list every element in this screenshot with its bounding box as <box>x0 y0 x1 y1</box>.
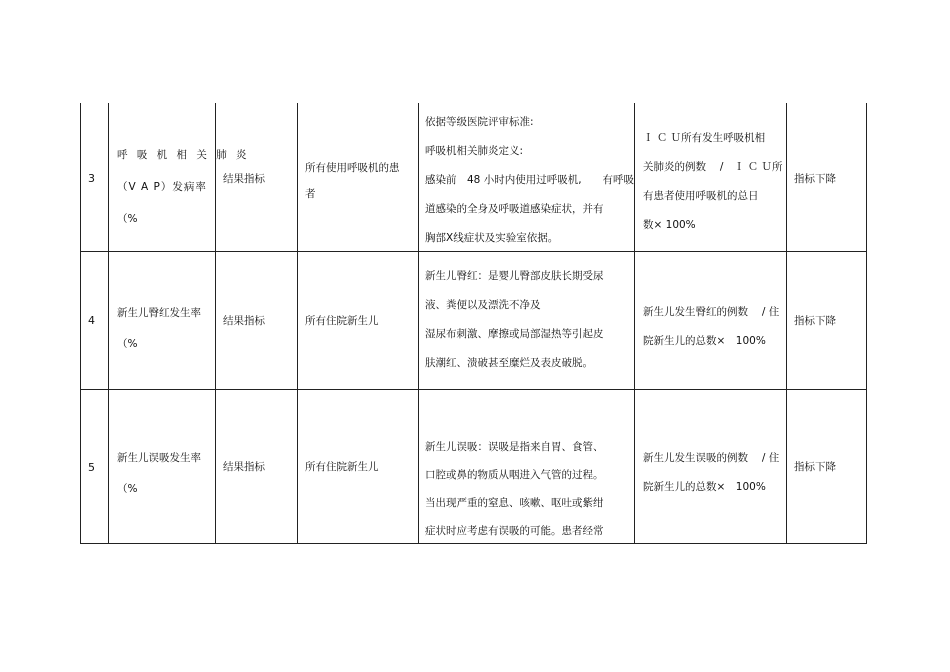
indicator-target: 指标下降 <box>794 173 836 185</box>
indicator-name: 新生儿臀红发生率 （% <box>117 307 201 350</box>
indicator-definition: 新生儿臀红：是婴儿臀部皮肤长期受尿 液、粪便以及漂洗不净及 湿尿布刺激、摩擦或局部湿热等引起皮 肤潮红、溃破甚至糜烂及表皮破脱。 <box>425 270 604 369</box>
indicator-type: 结果指标 <box>223 173 265 185</box>
column-divider <box>108 103 109 543</box>
column-divider <box>634 103 635 543</box>
indicator-type: 结果指标 <box>223 315 265 327</box>
indicator-target: 指标下降 <box>794 461 836 473</box>
column-divider <box>418 103 419 543</box>
indicator-formula: 新生儿发生误吸的例数 / 住 院新生儿的总数× 100% <box>643 452 780 493</box>
indicator-population: 所有使用呼吸机的患 者 <box>305 162 400 200</box>
indicator-formula: Ｉ Ｃ Ｕ所有发生呼吸机相 关肺炎的例数 / Ｉ Ｃ Ｕ所 有患者使用呼吸机的总日 数× 100% <box>643 132 783 231</box>
indicator-target: 指标下降 <box>794 315 836 327</box>
indicator-formula: 新生儿发生臀红的例数 / 住 院新生儿的总数× 100% <box>643 306 780 347</box>
row-index: 3 <box>88 172 95 185</box>
indicator-name: 新生儿误吸发生率 （% <box>117 452 201 495</box>
column-divider <box>786 103 787 543</box>
column-divider <box>297 103 298 543</box>
indicator-type: 结果指标 <box>223 461 265 473</box>
indicator-name: 呼 吸 机 相 关 肺 炎 （V A P）发病率 （% <box>117 149 250 225</box>
row-index: 5 <box>88 461 95 474</box>
indicator-definition: 依据等级医院评审标准: 呼吸机相关肺炎定义: 感染前 48 小时内使用过呼吸机, 有呼吸 道感染的全身及呼吸道感染症状，并有 胸部X线症状及实验室依据。 <box>425 116 635 244</box>
indicator-population: 所有住院新生儿 <box>305 315 379 327</box>
indicator-population: 所有住院新生儿 <box>305 461 379 473</box>
row-index: 4 <box>88 314 95 327</box>
indicator-definition: 新生儿误吸：误吸是指来自胃、食管、 口腔或鼻的物质从咽进入气管的过程。 当出现严重的窒息、咳嗽、呕吐或紫绀 症状时应考虑有误吸的可能。患者经常 <box>425 441 604 537</box>
table-border-right <box>866 103 867 543</box>
row-divider <box>80 389 867 390</box>
table-border-left <box>80 103 81 543</box>
